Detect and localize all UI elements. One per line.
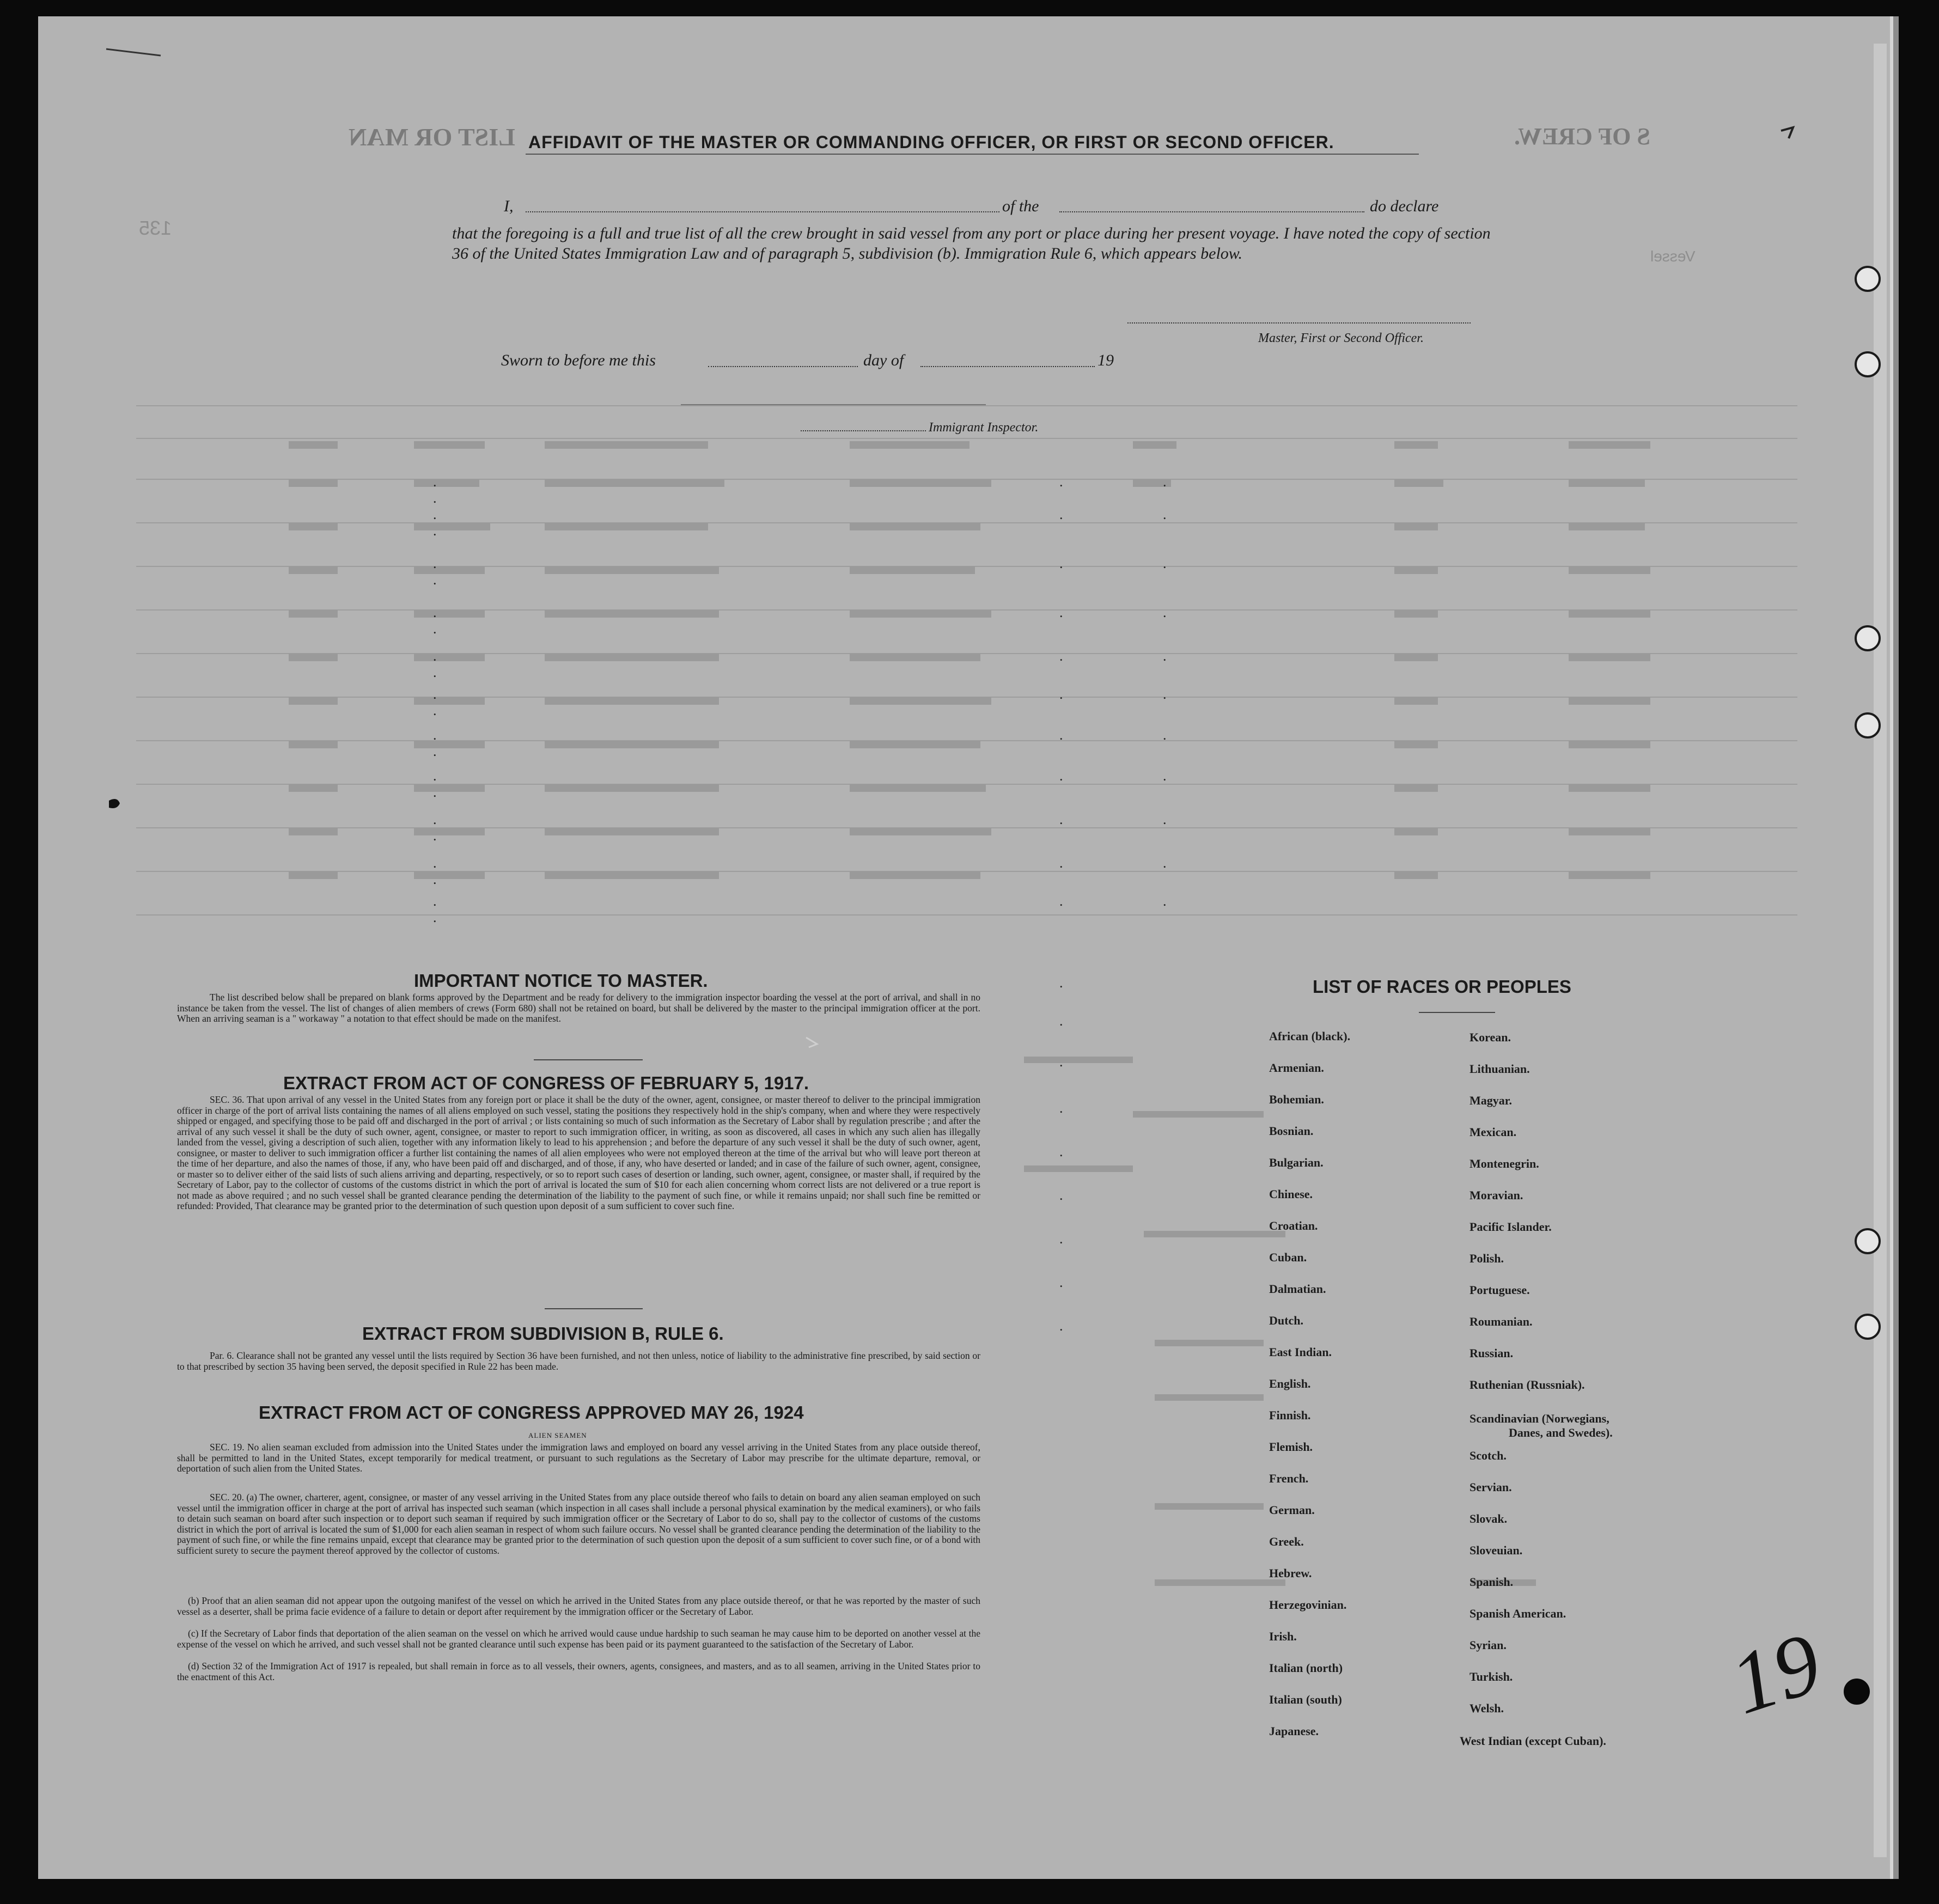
race-item: Japanese. [1269, 1724, 1319, 1738]
race-item: Dutch. [1269, 1314, 1303, 1327]
race-item: Bulgarian. [1269, 1156, 1324, 1169]
race-item: Portuguese. [1470, 1283, 1530, 1297]
affidavit-body: that the foregoing is a full and true list of all the crew brought in said vessel from any port or place during her present voyage. I have noted the copy of section 36 of the United States Immigration Law and of paragraph 5, subdivision (b). Immigration Rule 6, which appears below. [452, 224, 1491, 263]
race-item: Cuban. [1269, 1250, 1307, 1264]
race-item: East Indian. [1269, 1345, 1332, 1359]
race-item: Syrian. [1470, 1638, 1507, 1652]
race-item: Ruthenian (Russniak). [1470, 1378, 1585, 1392]
extract3-sec20d: (d) Section 32 of the Immigration Act of 1917 is repealed, but shall remain in force as to all vessels, their owners, agents, consignees, and masters, and as to all seamen, arriving in the United States prior to the enactment of this Act. [177, 1661, 980, 1682]
extract3-title: EXTRACT FROM ACT OF CONGRESS APPROVED MAY 26, 1924 [259, 1402, 804, 1423]
affidavit-declare-label: do declare [1370, 197, 1439, 215]
race-item: Roumanian. [1470, 1315, 1533, 1328]
race-item: Servian. [1470, 1480, 1512, 1494]
race-item: Armenian. [1269, 1061, 1324, 1075]
race-item: Montenegrin. [1470, 1157, 1539, 1170]
race-item: Croatian. [1269, 1219, 1318, 1232]
race-item: Moravian. [1470, 1188, 1523, 1202]
race-item: Slovak. [1470, 1512, 1508, 1525]
ghost-list-title: LIST OR MAN [349, 123, 515, 151]
race-item: Herzegovinian. [1269, 1598, 1347, 1612]
race-item: West Indian (except Cuban). [1460, 1734, 1606, 1748]
notice-title: IMPORTANT NOTICE TO MASTER. [414, 971, 708, 991]
sworn-text: Sworn to before me this [501, 351, 656, 369]
race-item: Mexican. [1470, 1125, 1517, 1139]
race-item: Bohemian. [1269, 1093, 1324, 1106]
race-item: Russian. [1470, 1346, 1514, 1360]
affidavit-i-label: I, [504, 197, 514, 215]
extract3-sec19: SEC. 19. No alien seaman excluded from admission into the United States under the immigration laws and employed on board any vessel arriving in the United States from any place outside thereof, shall be permitted to land in the United States, except temporarily for medical treatment, or pursuant to such regulations as the Secretary of Labor may prescribe for the ultimate departure, removal, or deportation of such alien from the United States. [177, 1442, 980, 1474]
race-item: Scotch. [1470, 1449, 1507, 1462]
extract3-subtitle: ALIEN SEAMEN [528, 1431, 587, 1439]
extract3-sec20b: (b) Proof that an alien seaman did not appear upon the outgoing manifest of the vessel on which he arrived in the United States from any place outside thereof, or that he was reported by the master of such vessel as a deserter, shall be prima facie evidence of a failure to detain or deport after requirement by the immigration officer or the Secretary of Labor. [177, 1595, 980, 1617]
race-item: Bosnian. [1269, 1124, 1314, 1138]
extract3-sec20c: (c) If the Secretary of Labor finds that deportation of the alien seaman on the vessel on which he arrived would cause undue hardship to such seaman he may cause him to be deported on another vessel at the expense of the vessel on which he arrived, and such vessel shall not be granted clearance until such expense has been paid or its payment guaranteed to the satisfaction of the Secretary of Labor. [177, 1628, 980, 1650]
race-item: Spanish American. [1470, 1607, 1566, 1620]
handwritten-folio: 19 [1719, 1613, 1832, 1733]
affidavit-title: AFFIDAVIT OF THE MASTER OR COMMANDING OFFICER, OR FIRST OR SECOND OFFICER. [528, 132, 1334, 152]
race-item: Italian (south) [1269, 1693, 1342, 1706]
race-item: Greek. [1269, 1535, 1304, 1548]
race-item: African (black). [1269, 1029, 1351, 1043]
ghost-crew-title: S OF CREW. [1514, 123, 1650, 150]
ghost-number: 135 [139, 217, 172, 239]
extract2-text: Par. 6. Clearance shall not be granted any vessel until the lists required by Section 36 have been furnished, and not then unless, notice of liability to the administrative fine prescribed, by said section or to that prescribed by section 35 having been served, the deposit specified in Rule 22 has been made. [177, 1350, 980, 1372]
race-item: Sloveuian. [1470, 1543, 1523, 1557]
race-item: Magyar. [1470, 1094, 1513, 1107]
race-item: Polish. [1470, 1252, 1504, 1265]
race-item: Irish. [1269, 1630, 1297, 1643]
extract1-title: EXTRACT FROM ACT OF CONGRESS OF FEBRUARY 5, 1917. [283, 1073, 809, 1093]
notice-text: The list described below shall be prepared on blank forms approved by the Department and be ready for delivery to the immigration inspector boarding the vessel at the port of arrival, and shall in no instance be taken from the vessel. The list of changes of alien members of crews (Form 680) shall not be retained on board, but shall be delivered by the master to the principal immigration officer at the port. When an arriving seaman is a " workaway " a notation to that effect should be made on the manifest. [177, 992, 980, 1024]
race-item: Finnish. [1269, 1408, 1311, 1422]
race-item: Korean. [1470, 1030, 1511, 1044]
race-item: Turkish. [1470, 1670, 1513, 1683]
race-item: Welsh. [1470, 1701, 1504, 1715]
affidavit-of-the-label: of the [1002, 197, 1039, 215]
extract3-sec20a: SEC. 20. (a) The owner, charterer, agent, consignee, or master of any vessel arriving in the United States from any place outside thereof who fails to detain on board any alien seaman employed on such vessel until the immigration officer in charge at the port of arrival has inspected such seaman (which inspection in all cases shall include a personal physical examination by the medical examiners), or who fails to detain such seaman on board after such inspection or to deport such seaman if required by such immigration officer or the Secretary of Labor to do so, shall pay to the collector of customs of the customs district in which the port of arrival is located the sum of $1,000 for each alien seaman in respect of whom such failure occurs. No vessel shall be granted clearance pending the determination of the liability to the payment of such fine, or while the fine remains unpaid, except that clearance may be granted prior to the determination of such question upon the deposit of a sum sufficient to cover such fine, or of a bond with sufficient surety to secure the payment thereof approved by the collector of customs. [177, 1492, 980, 1556]
race-item: Hebrew. [1269, 1566, 1312, 1580]
race-item: Chinese. [1269, 1187, 1313, 1201]
race-item: German. [1269, 1503, 1315, 1517]
races-title: LIST OF RACES OR PEOPLES [1313, 977, 1571, 997]
race-item: French. [1269, 1472, 1309, 1485]
race-item: Lithuanian. [1470, 1062, 1530, 1076]
race-item: Italian (north) [1269, 1661, 1343, 1675]
race-item: Dalmatian. [1269, 1282, 1326, 1296]
sworn-day-of-label: day of [863, 351, 904, 369]
race-item-continued: Danes, and Swedes). [1509, 1426, 1613, 1439]
race-item: Spanish. [1470, 1575, 1514, 1589]
race-item: English. [1269, 1377, 1311, 1390]
race-item: Flemish. [1269, 1440, 1313, 1454]
ghost-vessel-label: Vessel [1650, 248, 1696, 265]
extract2-title: EXTRACT FROM SUBDIVISION B, RULE 6. [362, 1323, 724, 1344]
sworn-year-label: 19 [1097, 351, 1114, 369]
race-item: Pacific Islander. [1470, 1220, 1552, 1234]
race-item: Scandinavian (Norwegians, [1470, 1412, 1609, 1425]
inspector-label: Immigrant Inspector. [929, 420, 1039, 435]
extract1-text: SEC. 36. That upon arrival of any vessel in the United States from any foreign port or place it shall be the duty of the owner, agent, consignee, or master thereof to deliver to the principal immigration officer in charge of the port of arrival lists containing the names of all aliens employed on such vessel, stating the positions they respectively hold in the ship's company, when and where they were respectively shipped or engaged, and specifying those to be paid off and discharged in the port of arrival ; or lists containing so much of such information as the Secretary of Labor shall by regulation prescribe ; and after the arrival of any such vessel it shall be the duty of such owner, agent, consignee, or master to report to such immigration officer, in writing, as soon as discovered, all cases in which any such alien has illegally landed from the vessel, giving a description of such alien, together with any information likely to lead to his apprehension ; and before the departure of any such vessel it shall be the duty of such owner, agent, consignee, or master to deliver to such immigration officer a further list containing the names of all alien employees who were not employed thereon at the time of the arrival but who will leave port thereon at the time of her departure, and also the names of those, if any, who have been paid off and discharged, and of those, if any, who have deserted or landed; and in case of the failure of such owner, agent, consignee, or master so to deliver either of the said lists of such aliens arriving and departing, respectively, or so to report such cases of desertion or landing, such owner, agent, consignee, or master shall, if required by the Secretary of Labor, pay to the collector of customs of the customs district in which the port of arrival is located the sum of $10 for each alien concerning whom correct lists are not delivered or a true report is not made as above required ; and no such vessel shall be granted clearance pending the determination of the liability to the payment of such fine, or while it remains unpaid; nor shall such fine be remitted or refunded: Provided, That clearance may be granted prior to the determination of such question upon deposit of a sum sufficient to cover such fine. [177, 1094, 980, 1211]
master-signature-label: Master, First or Second Officer. [1258, 331, 1424, 345]
